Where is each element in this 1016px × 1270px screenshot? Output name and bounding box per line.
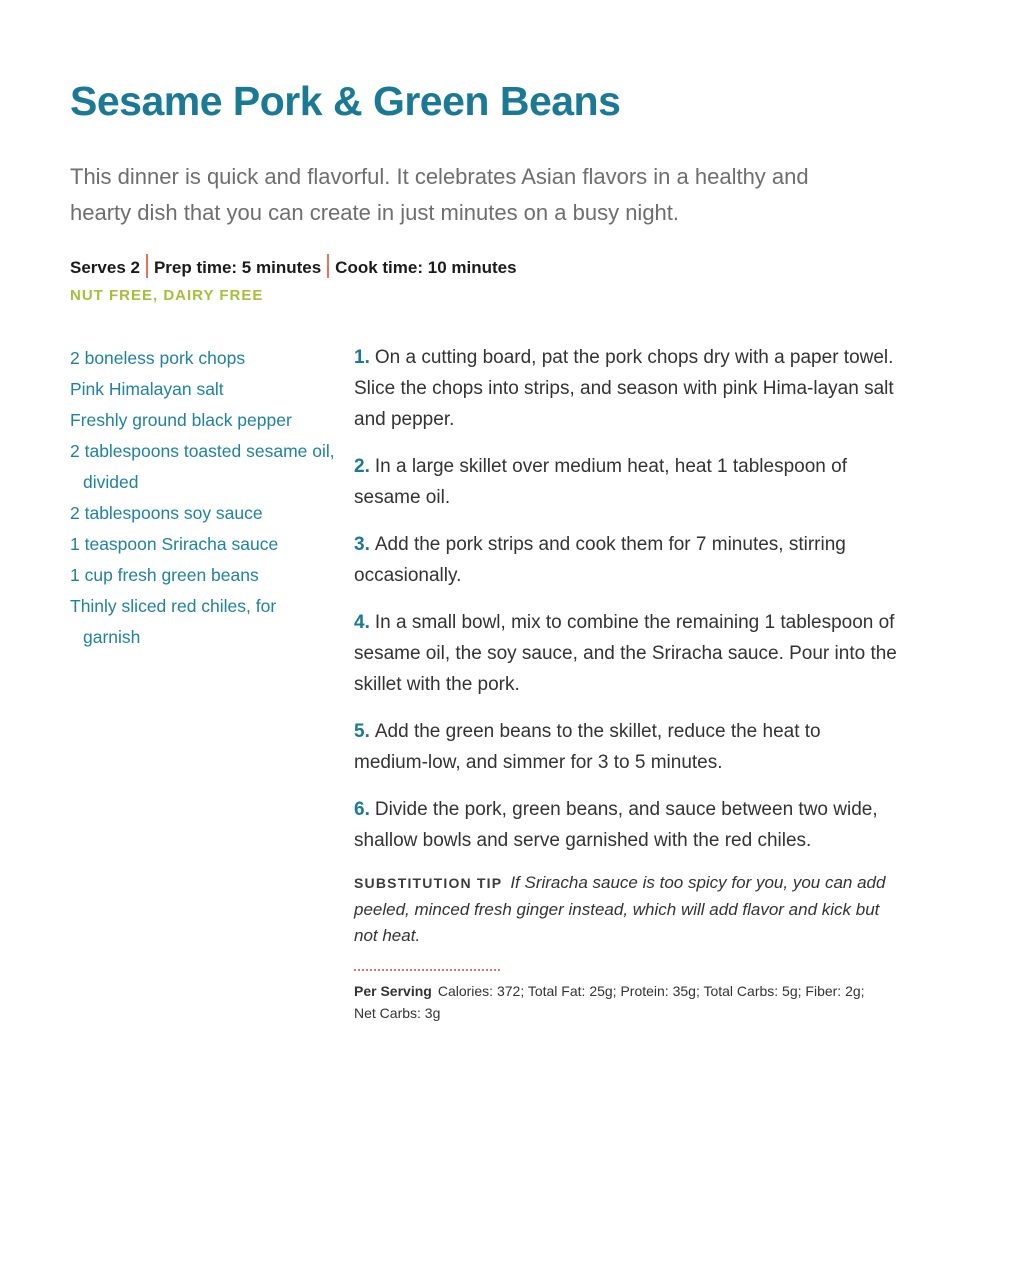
step-text: On a cutting board, pat the pork chops dry with a paper towel. Slice the chops into strips, and season with pink Hima-layan salt and pepper.: [354, 347, 894, 430]
recipe-intro: This dinner is quick and flavorful. It celebrates Asian flavors in a healthy and hearty dish that you can create in just minutes on a busy night.: [70, 164, 809, 225]
nutrition-text: Calories: 372; Total Fat: 25g; Protein: 35g; Total Carbs: 5g; Fiber: 2g; Net Carbs: 3g: [354, 983, 865, 1021]
step-number: 4.: [354, 612, 370, 633]
step-item: [354, 716, 899, 778]
diet-tags: NUT FREE, DAIRY FREE: [70, 287, 264, 304]
step-item: [354, 529, 899, 591]
ingredient-item: Thinly sliced red chiles, for garnish: [70, 596, 277, 647]
ingredient-item: Freshly ground black pepper: [70, 410, 292, 430]
step-text: Add the pork strips and cook them for 7 minutes, stirring occasionally.: [354, 534, 846, 586]
step-item: [354, 794, 899, 856]
substitution-tip: [354, 870, 894, 950]
step-number: 5.: [354, 721, 370, 742]
nutrition-label: Per Serving: [354, 983, 432, 999]
step-item: [354, 451, 899, 513]
dotted-divider: [354, 969, 500, 971]
step-item: [354, 607, 899, 700]
step-number: 6.: [354, 799, 370, 820]
ingredient-item: 2 tablespoons soy sauce: [70, 503, 263, 523]
step-number: 3.: [354, 534, 370, 555]
step-text: In a large skillet over medium heat, heat 1 tablespoon of sesame oil.: [354, 456, 847, 508]
tip-label: SUBSTITUTION TIP: [354, 875, 503, 891]
recipe-meta: [70, 254, 517, 278]
nutrition-info: [354, 980, 884, 1024]
serves-label: Serves 2: [70, 258, 140, 277]
ingredient-item: Pink Himalayan salt: [70, 379, 224, 399]
step-text: Divide the pork, green beans, and sauce between two wide, shallow bowls and serve garnished with the red chiles.: [354, 799, 878, 851]
step-number: 1.: [354, 347, 370, 368]
prep-time-label: Prep time: 5 minutes: [153, 258, 322, 277]
cook-time-label: Cook time: 10 minutes: [335, 258, 517, 277]
ingredient-item: 1 cup fresh green beans: [70, 565, 259, 585]
step-text: In a small bowl, mix to combine the remaining 1 tablespoon of sesame oil, the soy sauce, and the Sriracha sauce. Pour into the skillet with the pork.: [354, 612, 897, 695]
meta-separator: [146, 254, 148, 278]
step-list: [354, 342, 899, 872]
recipe-title: Sesame Pork & Green Beans: [70, 78, 621, 124]
ingredient-item: 2 boneless pork chops: [70, 348, 246, 368]
ingredient-item: 1 teaspoon Sriracha sauce: [70, 534, 279, 554]
meta-separator: [327, 254, 329, 278]
ingredient-list: [70, 343, 335, 653]
tip-text: If Sriracha sauce is too spicy for you, you can add peeled, minced fresh ginger instead, which will add flavor and kick but not heat.: [354, 873, 886, 945]
step-number: 2.: [354, 456, 370, 477]
ingredient-item: 2 tablespoons toasted sesame oil, divided: [70, 441, 335, 492]
step-item: [354, 342, 899, 435]
step-text: Add the green beans to the skillet, reduce the heat to medium-low, and simmer for 3 to 5 minutes.: [354, 721, 821, 773]
